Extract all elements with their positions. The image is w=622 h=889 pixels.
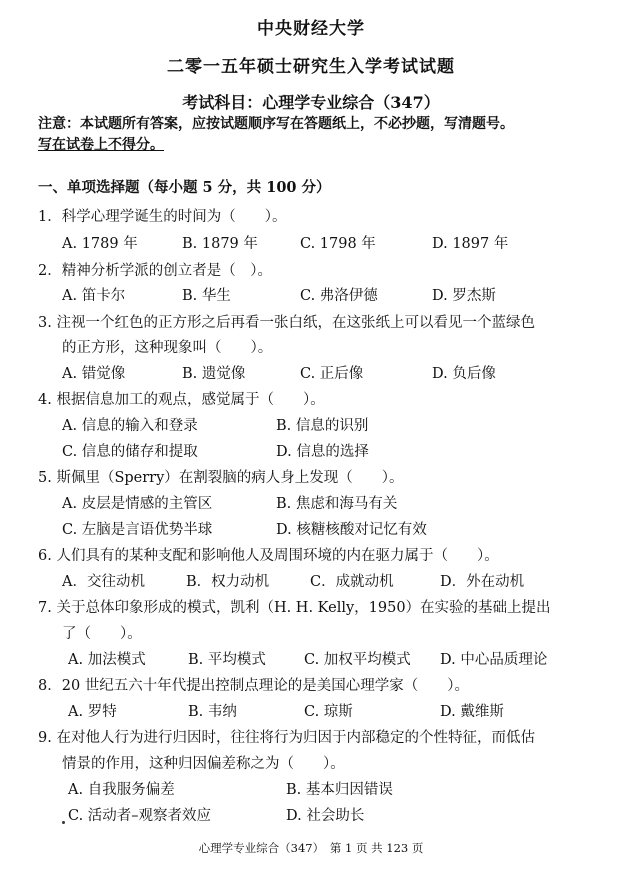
question-6-option-d: D．外在动机 [440,574,525,590]
question-7-stem-line-2: 了（ ）。 [62,626,142,642]
question-7-option-d: D. 中心品质理论 [440,652,548,668]
question-7-stem-line-1: 7. 关于总体印象形成的模式，凯利（H. H. Kelly，1950）在实验的基础上提出 [38,600,551,616]
question-6-option-a: A．交往动机 [62,574,145,590]
scan-speck [62,821,65,824]
university-name: 中央财经大学 [257,19,365,39]
question-4-option-d: D. 信息的选择 [276,444,369,460]
question-8-option-b: B. 韦纳 [188,704,237,720]
question-9-option-c: C. 活动者–观察者效应 [68,808,212,824]
exam-title: 二零一五年硕士研究生入学考试试题 [167,57,455,77]
question-9-option-a: A. 自我服务偏差 [68,782,175,798]
question-3-option-b: B. 遗觉像 [182,366,246,382]
question-2-option-d: D. 罗杰斯 [432,288,496,304]
page-footer: 心理学专业综合（347） 第 1 页 共 123 页 [198,841,424,855]
question-6-option-c: C．成就动机 [310,574,394,590]
question-5-option-d: D. 核糖核酸对记忆有效 [276,522,427,538]
question-3-option-a: A. 错觉像 [62,366,126,382]
exam-notice [38,114,610,156]
question-2-option-b: B. 华生 [182,288,231,304]
question-4-stem: 4. 根据信息加工的观点，感觉属于（ ）。 [38,392,325,408]
question-2-stem: 2．精神分析学派的创立者是（ ）。 [38,263,272,279]
question-8-stem: 8．20 世纪五六十年代提出控制点理论的是美国心理学家（ ）。 [38,678,470,694]
question-5-option-a: A. 皮层是情感的主管区 [62,496,213,512]
question-6-option-b: B．权力动机 [186,574,270,590]
question-8-option-a: A. 罗特 [68,704,117,720]
question-4-option-c: C. 信息的储存和提取 [62,444,198,460]
question-3-option-d: D. 负后像 [432,366,496,382]
question-3-stem-line-1: 3. 注视一个红色的正方形之后再看一张白纸，在这张纸上可以看见一个蓝绿色 [38,315,535,331]
question-9-option-b: B. 基本归因错误 [286,782,393,798]
question-2-option-a: A. 笛卡尔 [62,288,126,304]
notice-line-1: 注意：本试题所有答案，应按试题顺序写在答题纸上，不必抄题，写清题号。 [38,116,514,132]
question-1-stem: 1．科学心理学诞生的时间为（ ）。 [38,209,287,225]
question-7-option-a: A. 加法模式 [68,652,146,668]
question-4-option-a: A. 信息的输入和登录 [62,418,198,434]
question-8-option-c: C. 琼斯 [304,704,353,720]
question-9-stem-line-2: 情景的作用，这种归因偏差称之为（ ）。 [62,756,345,772]
question-1-option-b: B. 1879 年 [182,236,258,252]
exam-subject: 考试科目：心理学专业综合（347） [182,93,440,112]
question-6-stem: 6. 人们具有的某种支配和影响他人及周围环境的内在驱力属于（ ）。 [38,548,499,564]
question-3-option-c: C. 正后像 [300,366,364,382]
question-3-stem-line-2: 的正方形，这种现象叫（ ）。 [62,340,273,356]
question-5-option-b: B. 焦虑和海马有关 [276,496,398,512]
notice-line-2: 写在试卷上不得分。 [38,137,164,153]
question-5-stem: 5. 斯佩里（Sperry）在割裂脑的病人身上发现（ ）。 [38,470,404,486]
question-5-option-c: C. 左脑是言语优势半球 [62,522,213,538]
question-9-option-d: D. 社会助长 [286,808,365,824]
question-4-option-b: B. 信息的识别 [276,418,369,434]
question-9-stem-line-1: 9. 在对他人行为进行归因时，往往将行为归因于内部稳定的个性特征，而低估 [38,730,535,746]
question-1-option-c: C. 1798 年 [300,236,376,252]
question-7-option-c: C. 加权平均模式 [304,652,411,668]
question-1-option-a: A. 1789 年 [62,236,138,252]
question-7-option-b: B. 平均模式 [188,652,266,668]
question-1-option-d: D. 1897 年 [432,236,509,252]
section-title: 一、单项选择题（每小题 5 分，共 100 分） [38,179,331,196]
question-8-option-d: D. 戴维斯 [440,704,504,720]
question-2-option-c: C. 弗洛伊德 [300,288,378,304]
